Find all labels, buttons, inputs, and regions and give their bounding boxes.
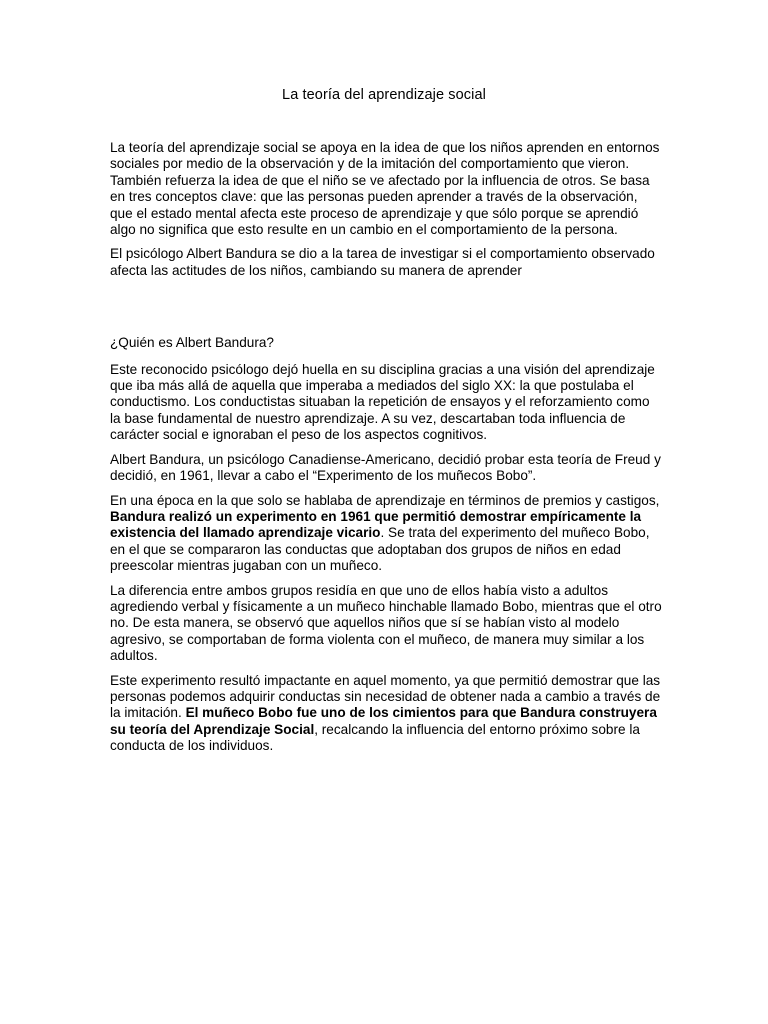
paragraph-difference: La diferencia entre ambos grupos residía en que uno de ellos había visto a adultos agrediendo verbal y físicamente a un muñeco hinchable llamado Bobo, mientras que el otro no. De esta manera, se observó que aquellos niños que sí se habían visto al modelo agresivo, se comportaban de forma violenta con el muñeco, de manera muy similar a los adultos.: [110, 582, 662, 664]
paragraph-impact-bold: El muñeco Bobo fue uno de los cimientos para que Bandura construyera su teoría del Aprendizaje Social: [110, 705, 657, 737]
section-heading: ¿Quién es Albert Bandura?: [110, 335, 274, 351]
paragraph-experiment-bold: Bandura realizó un experimento en 1961 que permitió demostrar empíricamente la existencia del llamado aprendizaje vicario: [110, 508, 642, 541]
paragraph-vision: Este reconocido psicólogo dejó huella en su disciplina gracias a una visión del aprendizaje que iba más allá de aquella que imperaba a mediados del siglo XX: la que postulaba el conductismo. Los conductistas situaban la repetición de ensayos y el reforzamiento como la base fundamental de nuestro aprendizaje. A su vez, descartaban toda influencia de carácter social e ignoraban el peso de los aspectos cognitivos.: [110, 361, 655, 443]
paragraph-experiment: [110, 493, 662, 575]
paragraph-impact-text-a: Este experimento resultó impactante en aquel momento, ya que permitió demostrar que las personas podemos adquirir conductas sin necesidad de obtener nada a cambio a través de la imitación.: [110, 672, 661, 721]
paragraph-freud: Albert Bandura, un psicólogo Canadiense-Americano, decidió probar esta teoría de Freud y decidió, en 1961, llevar a cabo el “Experimento de los muñecos Bobo”.: [110, 451, 661, 484]
paragraph-bandura-intro: El psicólogo Albert Bandura se dio a la tarea de investigar si el comportamiento observado afecta las actitudes de los niños, cambiando su manera de aprender: [110, 246, 655, 278]
paragraph-experiment-text-c: . Se trata del experimento del muñeco Bobo, en el que se compararon las conductas que adoptaban dos grupos de niños en edad preescolar mientras jugaban con un muñeco.: [110, 525, 650, 574]
paragraph-impact-text-c: , recalcando la influencia del entorno próximo sobre la conducta de los individuos.: [110, 721, 640, 754]
paragraph-experiment-text-a: En una época en la que solo se hablaba de aprendizaje en términos de premios y castigos,: [110, 492, 660, 508]
paragraph-intro: La teoría del aprendizaje social se apoya en la idea de que los niños aprenden en entornos sociales por medio de la observación y de la imitación del comportamiento que vieron. También refuerza la idea de que el niño se ve afectado por la influencia de otros. Se basa en tres conceptos clave: que las personas pueden aprender a través de la observación, que el estado mental afecta este proceso de aprendizaje y que sólo porque se aprendió algo no significa que esto resulte en un cambio en el comportamiento de la persona.: [110, 140, 660, 238]
paragraph-impact: [110, 673, 662, 755]
document-title: La teoría del aprendizaje social: [282, 87, 486, 103]
document-body: [110, 140, 662, 763]
